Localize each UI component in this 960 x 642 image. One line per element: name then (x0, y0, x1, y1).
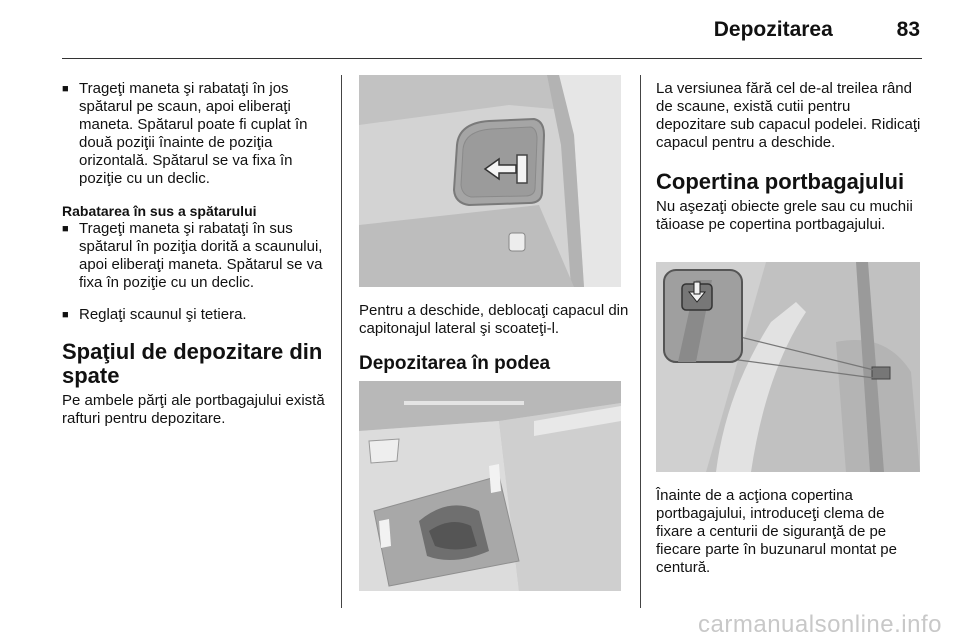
list-item: ■ Trageţi maneta şi rabataţi în sus spătarul în poziţia dorită a scaunului, apoi eliberaţi maneta. Spătarul se va fixa în poziţie cu un declic. (62, 220, 323, 291)
section-title-rear-storage: Spaţiul de depozitare din spate (62, 339, 323, 388)
subheading-fold-up: Rabatarea în sus a spătarului (62, 203, 257, 219)
figure-floor-storage-box (359, 381, 621, 591)
bullet-marker: ■ (62, 309, 69, 321)
column-divider-1 (341, 75, 342, 608)
figure-side-storage-cover (359, 75, 621, 287)
column-right-bottom (656, 487, 924, 577)
watermark: carmanualsonline.info (698, 611, 942, 638)
list-item: ■ Reglaţi scaunul şi tetiera. (62, 306, 247, 323)
section-title-cargo-cover: Copertina portbagajului (656, 169, 905, 194)
column-left (62, 80, 330, 428)
figure-caption: Pentru a deschide, deblocaţi capacul din capitonajul lateral şi scoateţi-l. (359, 302, 629, 337)
column-right (656, 80, 924, 234)
paragraph: Nu aşezaţi obiecte grele sau cu muchii tăioase pe copertina portbagajului. (656, 198, 913, 233)
paragraph: Pe ambele părţi ale portbagajului există rafturi pentru depozitare. (62, 392, 325, 427)
figure-seat-belt-clip (656, 262, 920, 472)
page-header (714, 18, 920, 42)
bullet-marker: ■ (62, 223, 69, 235)
header-rule (62, 58, 922, 59)
paragraph: La versiunea fără cel de-al treilea rând de scaune, există cutii pentru depozitare sub capacul podelei. Ridicaţi capacul pentru a deschide. (656, 80, 921, 151)
paragraph: Înainte de a acţiona copertina portbagajului, introduceţi clema de fixare a centurii de siguranţă de pe fiecare parte în buzunarul montat pe centură. (656, 487, 897, 576)
subheading-floor-storage: Depozitarea în podea (359, 353, 551, 374)
bullet-marker: ■ (62, 83, 69, 95)
page-title: Depozitarea (713, 18, 833, 41)
page-number: 83 (896, 18, 920, 41)
column-middle (359, 302, 631, 376)
column-divider-2 (640, 75, 641, 608)
list-item: ■ Trageţi maneta şi rabataţi în jos spătarul pe scaun, apoi eliberaţi maneta. Spătarul poate fi cuplat în două poziţii înainte de poziţia orizontală. Spătarul se va fixa în poziţie cu un declic. (62, 80, 308, 187)
